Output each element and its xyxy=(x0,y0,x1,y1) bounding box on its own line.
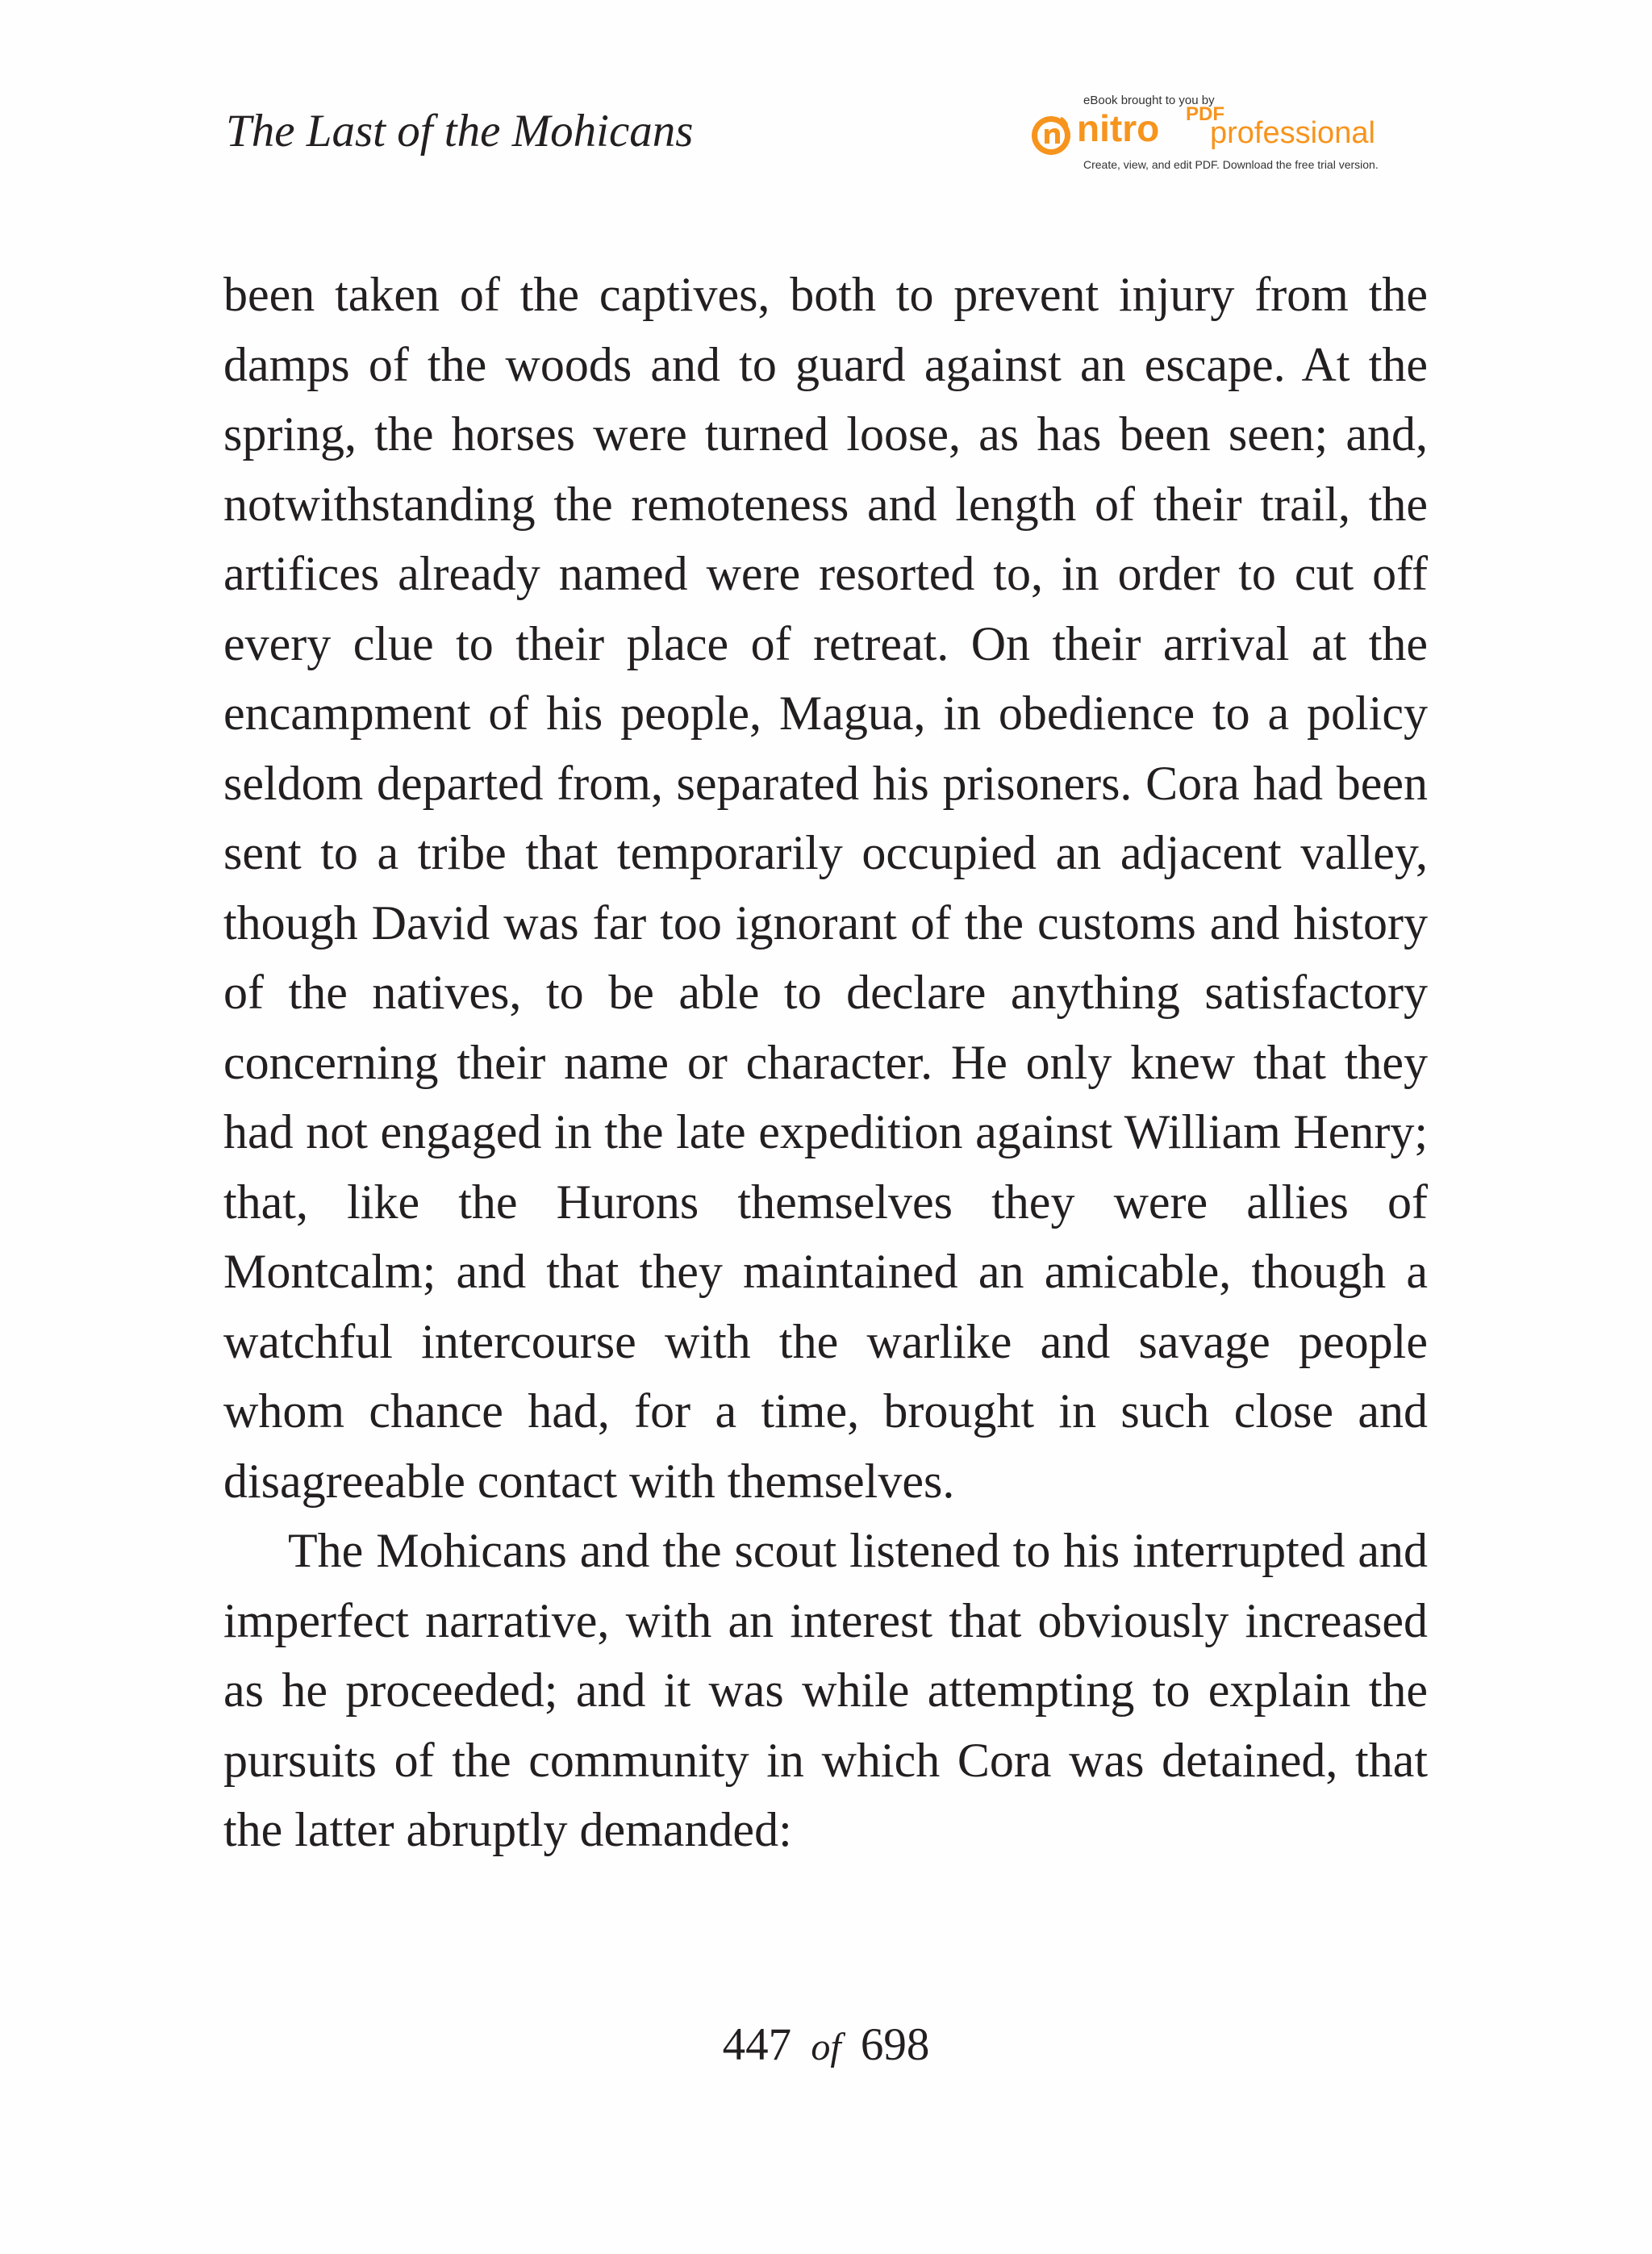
banner-tagline: Create, view, and edit PDF. Download the free trial version. xyxy=(1083,158,1379,171)
nitro-pdf-banner[interactable] xyxy=(1028,89,1416,177)
page-number xyxy=(0,2018,1652,2071)
page-number-of: of xyxy=(811,2026,841,2068)
banner-superscript: PDF xyxy=(1186,103,1224,125)
paragraph: been taken of the captives, both to prevent injury from the damps of the woods and to guard against an escape. At the spring, the horses were turned loose, as has been seen; and, notwithstanding the remoteness and length of their trail, the artifices already named were resorted to, in order to cut off every clue to their place of retreat. On their arrival at the encampment of his people, Magua, in obedience to a policy seldom departed from, separated his prisoners. Cora had been sent to a tribe that temporarily occupied an adjacent valley, though David was far too ignorant of the customs and history of the natives, to be able to declare anything satisfactory concerning their name or character. He only knew that they had not engaged in the late expedition against William Henry; that, like the Hurons themselves they were allies of Montcalm; and that they maintained an amicable, though a watchful intercourse with the warlike and savage people whom chance had, for a time, brought in such close and disagreeable contact with themselves. xyxy=(223,268,1428,1508)
total-pages-number: 698 xyxy=(860,2019,930,2070)
running-header-title: The Last of the Mohicans xyxy=(226,106,694,157)
current-page-number: 447 xyxy=(722,2019,792,2070)
body-text xyxy=(223,260,1428,1865)
banner-brand: nitro xyxy=(1077,107,1160,149)
banner-product: professional xyxy=(1210,116,1375,150)
paragraph: The Mohicans and the scout listened to his interrupted and imperfect narrative, with an interest that obviously increased as he proceeded; and it was while attempting to explain the pursuits of the community in which Cora was detained, that the latter abruptly demanded: xyxy=(223,1524,1428,1856)
banner-top-line: eBook brought to you by xyxy=(1083,94,1215,107)
nitro-n-icon xyxy=(1028,111,1074,157)
